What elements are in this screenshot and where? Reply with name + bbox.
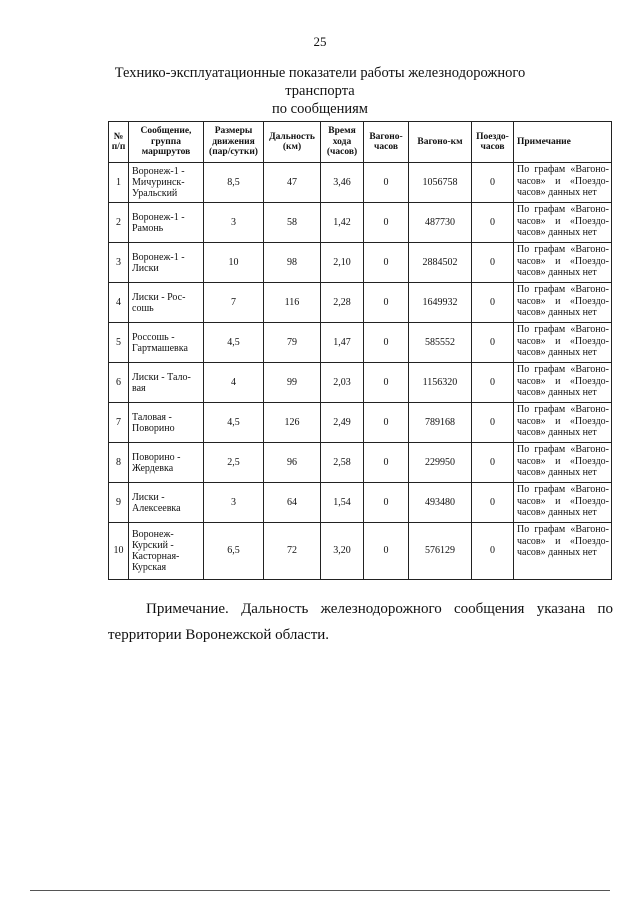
cell-note [514, 163, 612, 203]
cell-train-hours: 0 [472, 283, 514, 323]
note-word: «Поездо- [569, 255, 609, 267]
note-word: «Вагоно- [570, 284, 609, 295]
page-title [95, 64, 545, 118]
note-word: графам [534, 404, 566, 415]
cell-note [514, 363, 612, 403]
note-word: графам [534, 204, 566, 215]
cell-route: Лиски - Рос-сошь [129, 283, 204, 323]
table-body [109, 163, 612, 580]
note-word: часов» [517, 415, 546, 427]
note-word: и [555, 335, 561, 347]
note-word: графам [534, 164, 566, 175]
note-word: По [517, 524, 530, 535]
cell-wagon-km: 1056758 [409, 163, 472, 203]
note-word: часов» [517, 455, 546, 467]
cell-wagon-km: 1156320 [409, 363, 472, 403]
cell-route: Воронеж-Курский - Касторная-Курская [129, 523, 204, 580]
note-word: «Вагоно- [570, 484, 609, 495]
note-word: «Вагоно- [570, 404, 609, 415]
cell-time: 2,58 [321, 443, 364, 483]
note-word: часов» [517, 375, 546, 387]
cell-volume: 8,5 [204, 163, 264, 203]
note-line-3: часов» данных нет [517, 187, 597, 198]
cell-time: 2,03 [321, 363, 364, 403]
note-word: часов» [517, 495, 546, 507]
note-word: «Вагоно- [570, 324, 609, 335]
cell-train-hours: 0 [472, 323, 514, 363]
note-line-3: часов» данных нет [517, 387, 597, 398]
cell-time: 2,28 [321, 283, 364, 323]
note-word: «Поездо- [569, 535, 609, 547]
cell-volume: 7 [204, 283, 264, 323]
cell-wagon-hours: 0 [364, 243, 409, 283]
table-row [109, 403, 612, 443]
cell-volume: 2,5 [204, 443, 264, 483]
cell-route: Воронеж-1 - Рамонь [129, 203, 204, 243]
cell-wagon-km: 487730 [409, 203, 472, 243]
cell-note [514, 323, 612, 363]
table-header-row [109, 122, 612, 163]
cell-wagon-km: 2884502 [409, 243, 472, 283]
header-volume: Размеры движения (пар/сутки) [204, 122, 264, 163]
cell-distance: 96 [264, 443, 321, 483]
note-word: По [517, 324, 530, 335]
header-wagon-km: Вагоно-км [409, 122, 472, 163]
cell-wagon-km: 789168 [409, 403, 472, 443]
note-word: и [555, 375, 561, 387]
cell-route: Лиски - Алексеевка [129, 483, 204, 523]
cell-distance: 72 [264, 523, 321, 580]
cell-route: Россошь - Гартмашевка [129, 323, 204, 363]
note-word: и [555, 455, 561, 467]
cell-time: 2,10 [321, 243, 364, 283]
note-word: графам [534, 524, 566, 535]
cell-distance: 98 [264, 243, 321, 283]
cell-distance: 47 [264, 163, 321, 203]
cell-num: 7 [109, 403, 129, 443]
cell-route: Поворино - Жердевка [129, 443, 204, 483]
cell-num: 6 [109, 363, 129, 403]
cell-route: Воронеж-1 - Лиски [129, 243, 204, 283]
cell-train-hours: 0 [472, 243, 514, 283]
table-row [109, 203, 612, 243]
cell-route: Лиски - Тало-вая [129, 363, 204, 403]
cell-wagon-km: 585552 [409, 323, 472, 363]
cell-train-hours: 0 [472, 403, 514, 443]
note-line-3: часов» данных нет [517, 307, 597, 318]
header-time: Время хода (часов) [321, 122, 364, 163]
cell-note [514, 283, 612, 323]
cell-wagon-hours: 0 [364, 283, 409, 323]
cell-wagon-hours: 0 [364, 443, 409, 483]
note-word: По [517, 244, 530, 255]
note-word: «Поездо- [569, 335, 609, 347]
note-word: и [555, 415, 561, 427]
cell-note [514, 483, 612, 523]
note-word: По [517, 164, 530, 175]
cell-distance: 79 [264, 323, 321, 363]
note-word: «Вагоно- [570, 164, 609, 175]
table-row [109, 483, 612, 523]
note-line-3: часов» данных нет [517, 427, 597, 438]
table-row [109, 363, 612, 403]
note-word: «Поездо- [569, 295, 609, 307]
cell-wagon-hours: 0 [364, 483, 409, 523]
note-word: По [517, 284, 530, 295]
cell-volume: 3 [204, 203, 264, 243]
cell-wagon-hours: 0 [364, 403, 409, 443]
cell-note [514, 243, 612, 283]
footnote-line-1: Примечание. Дальность железнодорожного сообщения указана по [146, 601, 613, 617]
note-word: часов» [517, 335, 546, 347]
title-line-2: по сообщениям [272, 101, 368, 117]
cell-wagon-km: 493480 [409, 483, 472, 523]
note-word: «Поездо- [569, 375, 609, 387]
table-row [109, 323, 612, 363]
table-row [109, 443, 612, 483]
cell-volume: 3 [204, 483, 264, 523]
note-word: часов» [517, 175, 546, 187]
cell-train-hours: 0 [472, 523, 514, 580]
header-train-hours: Поездо-часов [472, 122, 514, 163]
note-word: По [517, 444, 530, 455]
cell-wagon-km: 576129 [409, 523, 472, 580]
note-word: графам [534, 484, 566, 495]
cell-num: 4 [109, 283, 129, 323]
note-word: и [555, 175, 561, 187]
cell-note [514, 443, 612, 483]
footnote-paragraph [108, 596, 613, 648]
cell-num: 3 [109, 243, 129, 283]
cell-route: Таловая - Поворино [129, 403, 204, 443]
cell-volume: 4,5 [204, 403, 264, 443]
cell-wagon-hours: 0 [364, 323, 409, 363]
note-word: «Поездо- [569, 455, 609, 467]
note-line-3: часов» данных нет [517, 547, 597, 558]
page-number: 25 [313, 34, 327, 49]
cell-volume: 6,5 [204, 523, 264, 580]
note-word: и [555, 255, 561, 267]
note-line-3: часов» данных нет [517, 507, 597, 518]
note-word: графам [534, 364, 566, 375]
header-distance: Дальность (км) [264, 122, 321, 163]
note-word: графам [534, 284, 566, 295]
note-word: часов» [517, 215, 546, 227]
cell-distance: 116 [264, 283, 321, 323]
cell-time: 1,47 [321, 323, 364, 363]
cell-note [514, 523, 612, 580]
cell-distance: 64 [264, 483, 321, 523]
cell-train-hours: 0 [472, 483, 514, 523]
note-word: «Поездо- [569, 495, 609, 507]
cell-num: 8 [109, 443, 129, 483]
cell-num: 5 [109, 323, 129, 363]
cell-wagon-hours: 0 [364, 363, 409, 403]
note-word: По [517, 364, 530, 375]
note-line-3: часов» данных нет [517, 227, 597, 238]
cell-time: 3,46 [321, 163, 364, 203]
footnote-line-2: территории Воронежской области. [108, 627, 330, 643]
note-word: часов» [517, 255, 546, 267]
note-word: «Поездо- [569, 215, 609, 227]
table-row [109, 163, 612, 203]
cell-time: 1,54 [321, 483, 364, 523]
note-word: «Поездо- [569, 175, 609, 187]
cell-train-hours: 0 [472, 443, 514, 483]
cell-note [514, 203, 612, 243]
table-row [109, 523, 612, 580]
cell-volume: 10 [204, 243, 264, 283]
note-word: По [517, 484, 530, 495]
routes-table [108, 121, 612, 580]
note-line-3: часов» данных нет [517, 467, 597, 478]
header-route: Сообщение, группа маршрутов [129, 122, 204, 163]
title-line-1: Технико-эксплуатационные показатели работы железнодорожного транспорта [114, 65, 526, 99]
note-line-3: часов» данных нет [517, 267, 597, 278]
footer-rule [30, 890, 610, 891]
note-word: «Поездо- [569, 415, 609, 427]
cell-note [514, 403, 612, 443]
header-num: № п/п [109, 122, 129, 163]
header-note: Примечание [514, 122, 612, 163]
cell-route: Воронеж-1 - Мичуринск-Уральский [129, 163, 204, 203]
cell-time: 3,20 [321, 523, 364, 580]
table-row [109, 243, 612, 283]
note-word: и [555, 215, 561, 227]
cell-distance: 126 [264, 403, 321, 443]
cell-time: 2,49 [321, 403, 364, 443]
cell-train-hours: 0 [472, 363, 514, 403]
note-word: «Вагоно- [570, 524, 609, 535]
cell-num: 2 [109, 203, 129, 243]
cell-distance: 99 [264, 363, 321, 403]
cell-time: 1,42 [321, 203, 364, 243]
note-word: часов» [517, 295, 546, 307]
note-word: По [517, 404, 530, 415]
cell-train-hours: 0 [472, 163, 514, 203]
cell-wagon-hours: 0 [364, 523, 409, 580]
note-word: графам [534, 324, 566, 335]
note-word: графам [534, 444, 566, 455]
cell-wagon-hours: 0 [364, 163, 409, 203]
note-word: «Вагоно- [570, 244, 609, 255]
note-word: и [555, 535, 561, 547]
note-word: «Вагоно- [570, 444, 609, 455]
note-word: По [517, 204, 530, 215]
note-word: «Вагоно- [570, 204, 609, 215]
cell-num: 10 [109, 523, 129, 580]
cell-wagon-hours: 0 [364, 203, 409, 243]
note-word: и [555, 495, 561, 507]
cell-wagon-km: 229950 [409, 443, 472, 483]
cell-distance: 58 [264, 203, 321, 243]
note-line-3: часов» данных нет [517, 347, 597, 358]
table-row [109, 283, 612, 323]
cell-volume: 4,5 [204, 323, 264, 363]
cell-num: 1 [109, 163, 129, 203]
note-word: часов» [517, 535, 546, 547]
note-word: графам [534, 244, 566, 255]
cell-train-hours: 0 [472, 203, 514, 243]
cell-volume: 4 [204, 363, 264, 403]
note-word: «Вагоно- [570, 364, 609, 375]
note-word: и [555, 295, 561, 307]
cell-num: 9 [109, 483, 129, 523]
header-wagon-hours: Вагоно-часов [364, 122, 409, 163]
cell-wagon-km: 1649932 [409, 283, 472, 323]
